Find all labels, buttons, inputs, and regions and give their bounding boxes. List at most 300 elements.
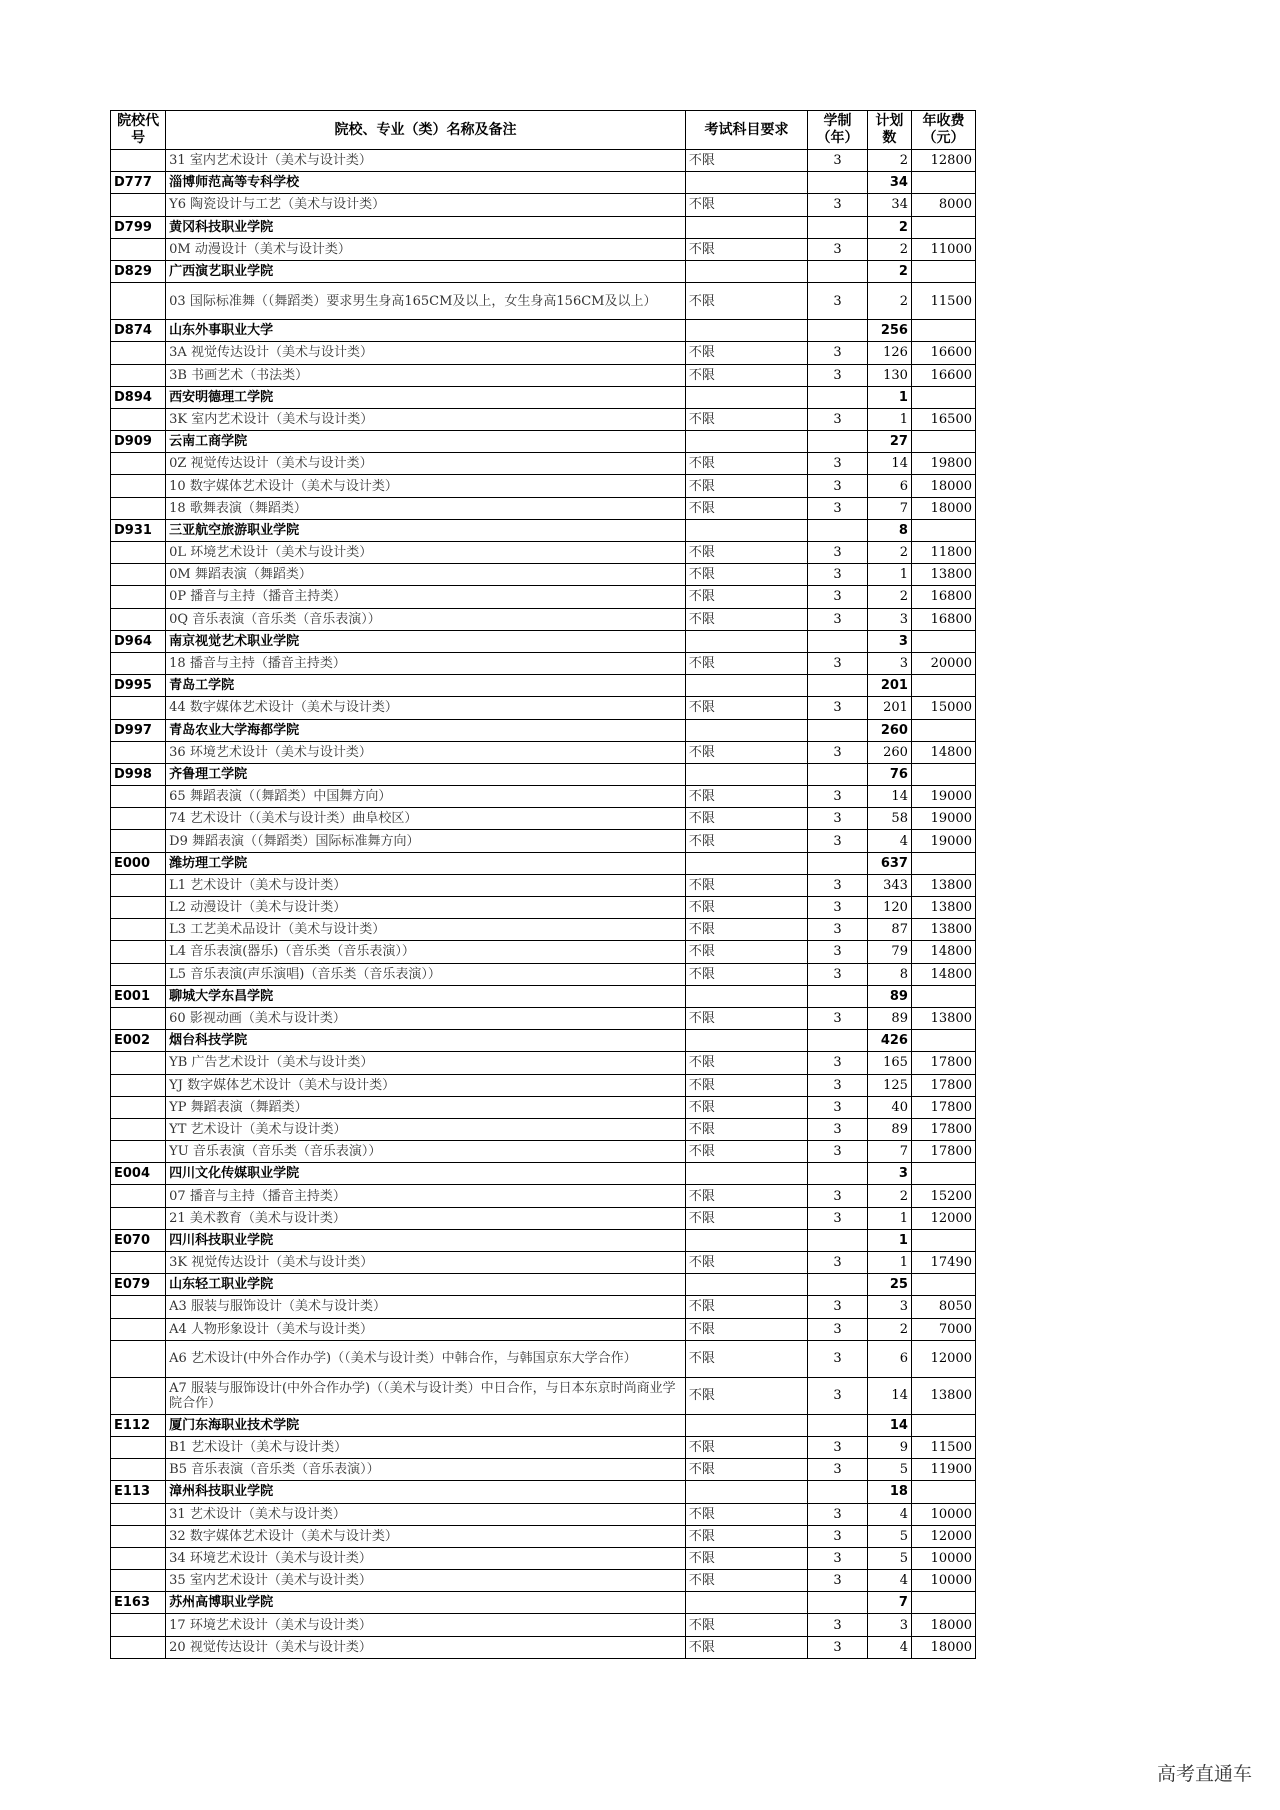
name-cell: 17 环境艺术设计（美术与设计类） (166, 1614, 686, 1636)
years-cell: 3 (808, 194, 868, 216)
fee-cell (911, 216, 975, 238)
school-row (111, 1163, 976, 1185)
fee-cell: 8000 (911, 194, 975, 216)
name-cell: 0M 舞蹈表演（舞蹈类） (166, 564, 686, 586)
years-cell (808, 719, 868, 741)
major-row (111, 919, 976, 941)
major-row (111, 564, 976, 586)
name-cell: YB 广告艺术设计（美术与设计类） (166, 1052, 686, 1074)
subject-cell (685, 431, 807, 453)
years-cell: 3 (808, 1340, 868, 1377)
fee-cell: 19800 (911, 453, 975, 475)
plan-cell: 260 (867, 719, 911, 741)
plan-cell: 4 (867, 1636, 911, 1658)
fee-cell: 10000 (911, 1503, 975, 1525)
years-cell: 3 (808, 1207, 868, 1229)
fee-cell: 14800 (911, 963, 975, 985)
name-cell: 广西演艺职业学院 (166, 260, 686, 282)
subject-cell (685, 763, 807, 785)
fee-cell: 10000 (911, 1547, 975, 1569)
fee-cell: 12000 (911, 1525, 975, 1547)
plan-cell: 637 (867, 852, 911, 874)
major-row (111, 194, 976, 216)
fee-cell: 19000 (911, 786, 975, 808)
plan-cell: 3 (867, 1614, 911, 1636)
plan-cell: 343 (867, 874, 911, 896)
plan-cell: 18 (867, 1481, 911, 1503)
years-cell (808, 1274, 868, 1296)
school-code-cell (111, 408, 166, 430)
school-code-cell (111, 1570, 166, 1592)
plan-cell: 6 (867, 1340, 911, 1377)
plan-cell: 125 (867, 1074, 911, 1096)
name-cell: 四川科技职业学院 (166, 1229, 686, 1251)
fee-cell: 14800 (911, 741, 975, 763)
years-cell: 3 (808, 1547, 868, 1569)
fee-cell: 11000 (911, 238, 975, 260)
major-row (111, 342, 976, 364)
years-cell: 3 (808, 586, 868, 608)
school-code-cell (111, 238, 166, 260)
name-cell: 0Q 音乐表演（音乐类（音乐表演）） (166, 608, 686, 630)
fee-cell (911, 172, 975, 194)
name-cell: 3K 视觉传达设计（美术与设计类） (166, 1252, 686, 1274)
plan-cell: 5 (867, 1459, 911, 1481)
header-row (111, 111, 976, 150)
school-row (111, 763, 976, 785)
school-code-cell (111, 497, 166, 519)
years-cell (808, 431, 868, 453)
plan-cell: 3 (867, 630, 911, 652)
school-code-cell (111, 542, 166, 564)
subject-cell: 不限 (685, 342, 807, 364)
major-row (111, 741, 976, 763)
school-row (111, 1481, 976, 1503)
years-cell: 3 (808, 342, 868, 364)
name-cell: 四川文化传媒职业学院 (166, 1163, 686, 1185)
years-cell: 3 (808, 1318, 868, 1340)
fee-cell: 13800 (911, 874, 975, 896)
fee-cell (911, 519, 975, 541)
fee-cell: 12000 (911, 1340, 975, 1377)
plan-cell: 87 (867, 919, 911, 941)
header-years: 学制（年） (808, 111, 868, 150)
years-cell (808, 763, 868, 785)
years-cell: 3 (808, 1436, 868, 1458)
school-code-cell (111, 1459, 166, 1481)
school-code-cell (111, 941, 166, 963)
subject-cell: 不限 (685, 238, 807, 260)
fee-cell: 12800 (911, 150, 975, 172)
school-code-cell: D964 (111, 630, 166, 652)
subject-cell: 不限 (685, 830, 807, 852)
plan-cell: 34 (867, 172, 911, 194)
school-code-cell (111, 1252, 166, 1274)
years-cell: 3 (808, 941, 868, 963)
years-cell (808, 852, 868, 874)
school-code-cell (111, 194, 166, 216)
major-row (111, 697, 976, 719)
fee-cell: 17800 (911, 1096, 975, 1118)
major-row (111, 941, 976, 963)
fee-cell: 13800 (911, 897, 975, 919)
school-code-cell (111, 1052, 166, 1074)
plan-cell: 4 (867, 1503, 911, 1525)
major-row (111, 283, 976, 320)
plan-cell: 3 (867, 1296, 911, 1318)
school-code-cell (111, 283, 166, 320)
fee-cell (911, 1481, 975, 1503)
name-cell: 0Z 视觉传达设计（美术与设计类） (166, 453, 686, 475)
plan-cell: 165 (867, 1052, 911, 1074)
school-code-cell: D894 (111, 386, 166, 408)
name-cell: 青岛工学院 (166, 675, 686, 697)
school-row (111, 260, 976, 282)
name-cell: 潍坊理工学院 (166, 852, 686, 874)
major-row (111, 1570, 976, 1592)
school-code-cell (111, 808, 166, 830)
subject-cell (685, 1229, 807, 1251)
name-cell: 3B 书画艺术（书法类） (166, 364, 686, 386)
name-cell: D9 舞蹈表演（（舞蹈类）国际标准舞方向） (166, 830, 686, 852)
subject-cell: 不限 (685, 1007, 807, 1029)
school-row (111, 675, 976, 697)
plan-cell: 8 (867, 963, 911, 985)
fee-cell: 17800 (911, 1074, 975, 1096)
school-code-cell (111, 150, 166, 172)
name-cell: 山东外事职业大学 (166, 320, 686, 342)
years-cell: 3 (808, 497, 868, 519)
years-cell (808, 1030, 868, 1052)
name-cell: A3 服装与服饰设计（美术与设计类） (166, 1296, 686, 1318)
school-row (111, 320, 976, 342)
name-cell: 44 数字媒体艺术设计（美术与设计类） (166, 697, 686, 719)
major-row (111, 1052, 976, 1074)
fee-cell: 7000 (911, 1318, 975, 1340)
school-code-cell: E113 (111, 1481, 166, 1503)
school-row (111, 519, 976, 541)
school-code-cell: D829 (111, 260, 166, 282)
years-cell: 3 (808, 1252, 868, 1274)
school-code-cell (111, 741, 166, 763)
years-cell (808, 386, 868, 408)
plan-cell: 7 (867, 1141, 911, 1163)
school-code-cell (111, 1340, 166, 1377)
fee-cell: 17800 (911, 1141, 975, 1163)
plan-cell: 14 (867, 453, 911, 475)
plan-cell: 4 (867, 1570, 911, 1592)
subject-cell: 不限 (685, 1296, 807, 1318)
school-code-cell (111, 1074, 166, 1096)
subject-cell: 不限 (685, 608, 807, 630)
fee-cell (911, 675, 975, 697)
name-cell: A7 服装与服饰设计(中外合作办学)（（美术与设计类）中日合作，与日本东京时尚商业学院合作） (166, 1377, 686, 1414)
school-code-cell (111, 1547, 166, 1569)
school-code-cell (111, 786, 166, 808)
school-code-cell: D909 (111, 431, 166, 453)
plan-cell: 89 (867, 1007, 911, 1029)
major-row (111, 1185, 976, 1207)
fee-cell (911, 1163, 975, 1185)
subject-cell: 不限 (685, 1503, 807, 1525)
subject-cell: 不限 (685, 1074, 807, 1096)
major-row (111, 786, 976, 808)
school-code-cell (111, 1096, 166, 1118)
subject-cell: 不限 (685, 1636, 807, 1658)
plan-cell: 14 (867, 1414, 911, 1436)
years-cell: 3 (808, 1570, 868, 1592)
header-plan: 计划数 (867, 111, 911, 150)
years-cell: 3 (808, 150, 868, 172)
major-row (111, 542, 976, 564)
plan-cell: 201 (867, 697, 911, 719)
years-cell (808, 1592, 868, 1614)
major-row (111, 586, 976, 608)
subject-cell: 不限 (685, 1570, 807, 1592)
school-code-cell (111, 475, 166, 497)
plan-cell: 58 (867, 808, 911, 830)
name-cell: B1 艺术设计（美术与设计类） (166, 1436, 686, 1458)
years-cell: 3 (808, 1052, 868, 1074)
school-code-cell (111, 1296, 166, 1318)
major-row (111, 1614, 976, 1636)
major-row (111, 1340, 976, 1377)
subject-cell (685, 1030, 807, 1052)
fee-cell (911, 763, 975, 785)
name-cell: 齐鲁理工学院 (166, 763, 686, 785)
years-cell: 3 (808, 963, 868, 985)
major-row (111, 1318, 976, 1340)
plan-cell: 2 (867, 1318, 911, 1340)
school-code-cell: D997 (111, 719, 166, 741)
subject-cell: 不限 (685, 1052, 807, 1074)
name-cell: YT 艺术设计（美术与设计类） (166, 1118, 686, 1140)
years-cell (808, 519, 868, 541)
major-row (111, 652, 976, 674)
name-cell: 苏州高博职业学院 (166, 1592, 686, 1614)
years-cell: 3 (808, 808, 868, 830)
name-cell: 淄博师范高等专科学校 (166, 172, 686, 194)
school-code-cell (111, 453, 166, 475)
plan-cell: 40 (867, 1096, 911, 1118)
fee-cell (911, 852, 975, 874)
fee-cell: 10000 (911, 1570, 975, 1592)
school-code-cell (111, 1318, 166, 1340)
school-code-cell (111, 652, 166, 674)
school-code-cell (111, 897, 166, 919)
years-cell (808, 675, 868, 697)
subject-cell: 不限 (685, 919, 807, 941)
major-row (111, 150, 976, 172)
major-row (111, 475, 976, 497)
header-fee: 年收费（元） (911, 111, 975, 150)
school-code-cell: D995 (111, 675, 166, 697)
plan-cell: 1 (867, 564, 911, 586)
name-cell: 36 环境艺术设计（美术与设计类） (166, 741, 686, 763)
fee-cell: 11500 (911, 283, 975, 320)
name-cell: 34 环境艺术设计（美术与设计类） (166, 1547, 686, 1569)
name-cell: 31 艺术设计（美术与设计类） (166, 1503, 686, 1525)
major-row (111, 808, 976, 830)
name-cell: L1 艺术设计（美术与设计类） (166, 874, 686, 896)
fee-cell: 17490 (911, 1252, 975, 1274)
name-cell: 3K 室内艺术设计（美术与设计类） (166, 408, 686, 430)
subject-cell: 不限 (685, 586, 807, 608)
fee-cell: 19000 (911, 808, 975, 830)
table-body (111, 150, 976, 1659)
name-cell: B5 音乐表演（音乐类（音乐表演）） (166, 1459, 686, 1481)
fee-cell: 16800 (911, 608, 975, 630)
fee-cell (911, 985, 975, 1007)
fee-cell: 14800 (911, 941, 975, 963)
school-code-cell (111, 342, 166, 364)
plan-cell: 14 (867, 786, 911, 808)
years-cell (808, 216, 868, 238)
name-cell: 3A 视觉传达设计（美术与设计类） (166, 342, 686, 364)
fee-cell (911, 260, 975, 282)
plan-cell: 89 (867, 1118, 911, 1140)
fee-cell: 11800 (911, 542, 975, 564)
plan-cell: 2 (867, 542, 911, 564)
years-cell (808, 1229, 868, 1251)
subject-cell: 不限 (685, 808, 807, 830)
years-cell: 3 (808, 238, 868, 260)
name-cell: L2 动漫设计（美术与设计类） (166, 897, 686, 919)
major-row (111, 1118, 976, 1140)
years-cell: 3 (808, 897, 868, 919)
school-code-cell: D931 (111, 519, 166, 541)
subject-cell (685, 519, 807, 541)
header-name: 院校、专业（类）名称及备注 (166, 111, 686, 150)
school-code-cell (111, 1118, 166, 1140)
subject-cell (685, 719, 807, 741)
major-row (111, 1547, 976, 1569)
school-row (111, 216, 976, 238)
fee-cell: 16600 (911, 364, 975, 386)
plan-cell: 5 (867, 1525, 911, 1547)
major-row (111, 963, 976, 985)
subject-cell: 不限 (685, 1141, 807, 1163)
subject-cell: 不限 (685, 963, 807, 985)
subject-cell (685, 630, 807, 652)
school-code-cell (111, 1141, 166, 1163)
name-cell: 厦门东海职业技术学院 (166, 1414, 686, 1436)
school-code-cell (111, 963, 166, 985)
major-row (111, 1074, 976, 1096)
subject-cell: 不限 (685, 1525, 807, 1547)
years-cell (808, 1414, 868, 1436)
subject-cell: 不限 (685, 1436, 807, 1458)
school-row (111, 852, 976, 874)
name-cell: 黄冈科技职业学院 (166, 216, 686, 238)
subject-cell (685, 1274, 807, 1296)
years-cell: 3 (808, 697, 868, 719)
years-cell: 3 (808, 453, 868, 475)
school-code-cell: E070 (111, 1229, 166, 1251)
years-cell: 3 (808, 652, 868, 674)
years-cell: 3 (808, 542, 868, 564)
name-cell: L5 音乐表演(声乐演唱)（音乐类（音乐表演）） (166, 963, 686, 985)
school-row (111, 1414, 976, 1436)
years-cell: 3 (808, 1185, 868, 1207)
plan-cell: 2 (867, 1185, 911, 1207)
name-cell: 35 室内艺术设计（美术与设计类） (166, 1570, 686, 1592)
years-cell: 3 (808, 364, 868, 386)
subject-cell: 不限 (685, 364, 807, 386)
subject-cell: 不限 (685, 194, 807, 216)
major-row (111, 1296, 976, 1318)
name-cell: 21 美术教育（美术与设计类） (166, 1207, 686, 1229)
plan-cell: 4 (867, 830, 911, 852)
major-row (111, 1459, 976, 1481)
school-row (111, 386, 976, 408)
years-cell: 3 (808, 475, 868, 497)
subject-cell (685, 1481, 807, 1503)
subject-cell: 不限 (685, 1252, 807, 1274)
major-row (111, 1141, 976, 1163)
fee-cell (911, 386, 975, 408)
plan-cell: 7 (867, 497, 911, 519)
major-row (111, 874, 976, 896)
subject-cell: 不限 (685, 1459, 807, 1481)
school-code-cell: D799 (111, 216, 166, 238)
subject-cell: 不限 (685, 542, 807, 564)
plan-cell: 201 (867, 675, 911, 697)
subject-cell: 不限 (685, 453, 807, 475)
school-code-cell: D874 (111, 320, 166, 342)
plan-cell: 130 (867, 364, 911, 386)
fee-cell: 11500 (911, 1436, 975, 1458)
school-row (111, 1592, 976, 1614)
fee-cell (911, 320, 975, 342)
fee-cell (911, 1274, 975, 1296)
fee-cell (911, 719, 975, 741)
major-row (111, 364, 976, 386)
school-code-cell: E000 (111, 852, 166, 874)
school-code-cell: E079 (111, 1274, 166, 1296)
plan-cell: 25 (867, 1274, 911, 1296)
years-cell (808, 630, 868, 652)
fee-cell: 8050 (911, 1296, 975, 1318)
major-row (111, 1525, 976, 1547)
subject-cell: 不限 (685, 1614, 807, 1636)
school-code-cell: E002 (111, 1030, 166, 1052)
subject-cell: 不限 (685, 652, 807, 674)
name-cell: 32 数字媒体艺术设计（美术与设计类） (166, 1525, 686, 1547)
subject-cell: 不限 (685, 150, 807, 172)
school-code-cell (111, 1436, 166, 1458)
fee-cell: 15200 (911, 1185, 975, 1207)
fee-cell (911, 431, 975, 453)
major-row (111, 1007, 976, 1029)
plan-cell: 79 (867, 941, 911, 963)
plan-cell: 2 (867, 260, 911, 282)
years-cell: 3 (808, 1503, 868, 1525)
header-school-code: 院校代号 (111, 111, 166, 150)
subject-cell: 不限 (685, 786, 807, 808)
school-code-cell: E004 (111, 1163, 166, 1185)
name-cell: 10 数字媒体艺术设计（美术与设计类） (166, 475, 686, 497)
plan-cell: 1 (867, 1252, 911, 1274)
plan-cell: 14 (867, 1377, 911, 1414)
years-cell: 3 (808, 1614, 868, 1636)
name-cell: 74 艺术设计（（美术与设计类）曲阜校区） (166, 808, 686, 830)
major-row (111, 1503, 976, 1525)
school-code-cell (111, 364, 166, 386)
plan-cell: 126 (867, 342, 911, 364)
plan-cell: 8 (867, 519, 911, 541)
name-cell: L4 音乐表演(器乐)（音乐类（音乐表演）） (166, 941, 686, 963)
